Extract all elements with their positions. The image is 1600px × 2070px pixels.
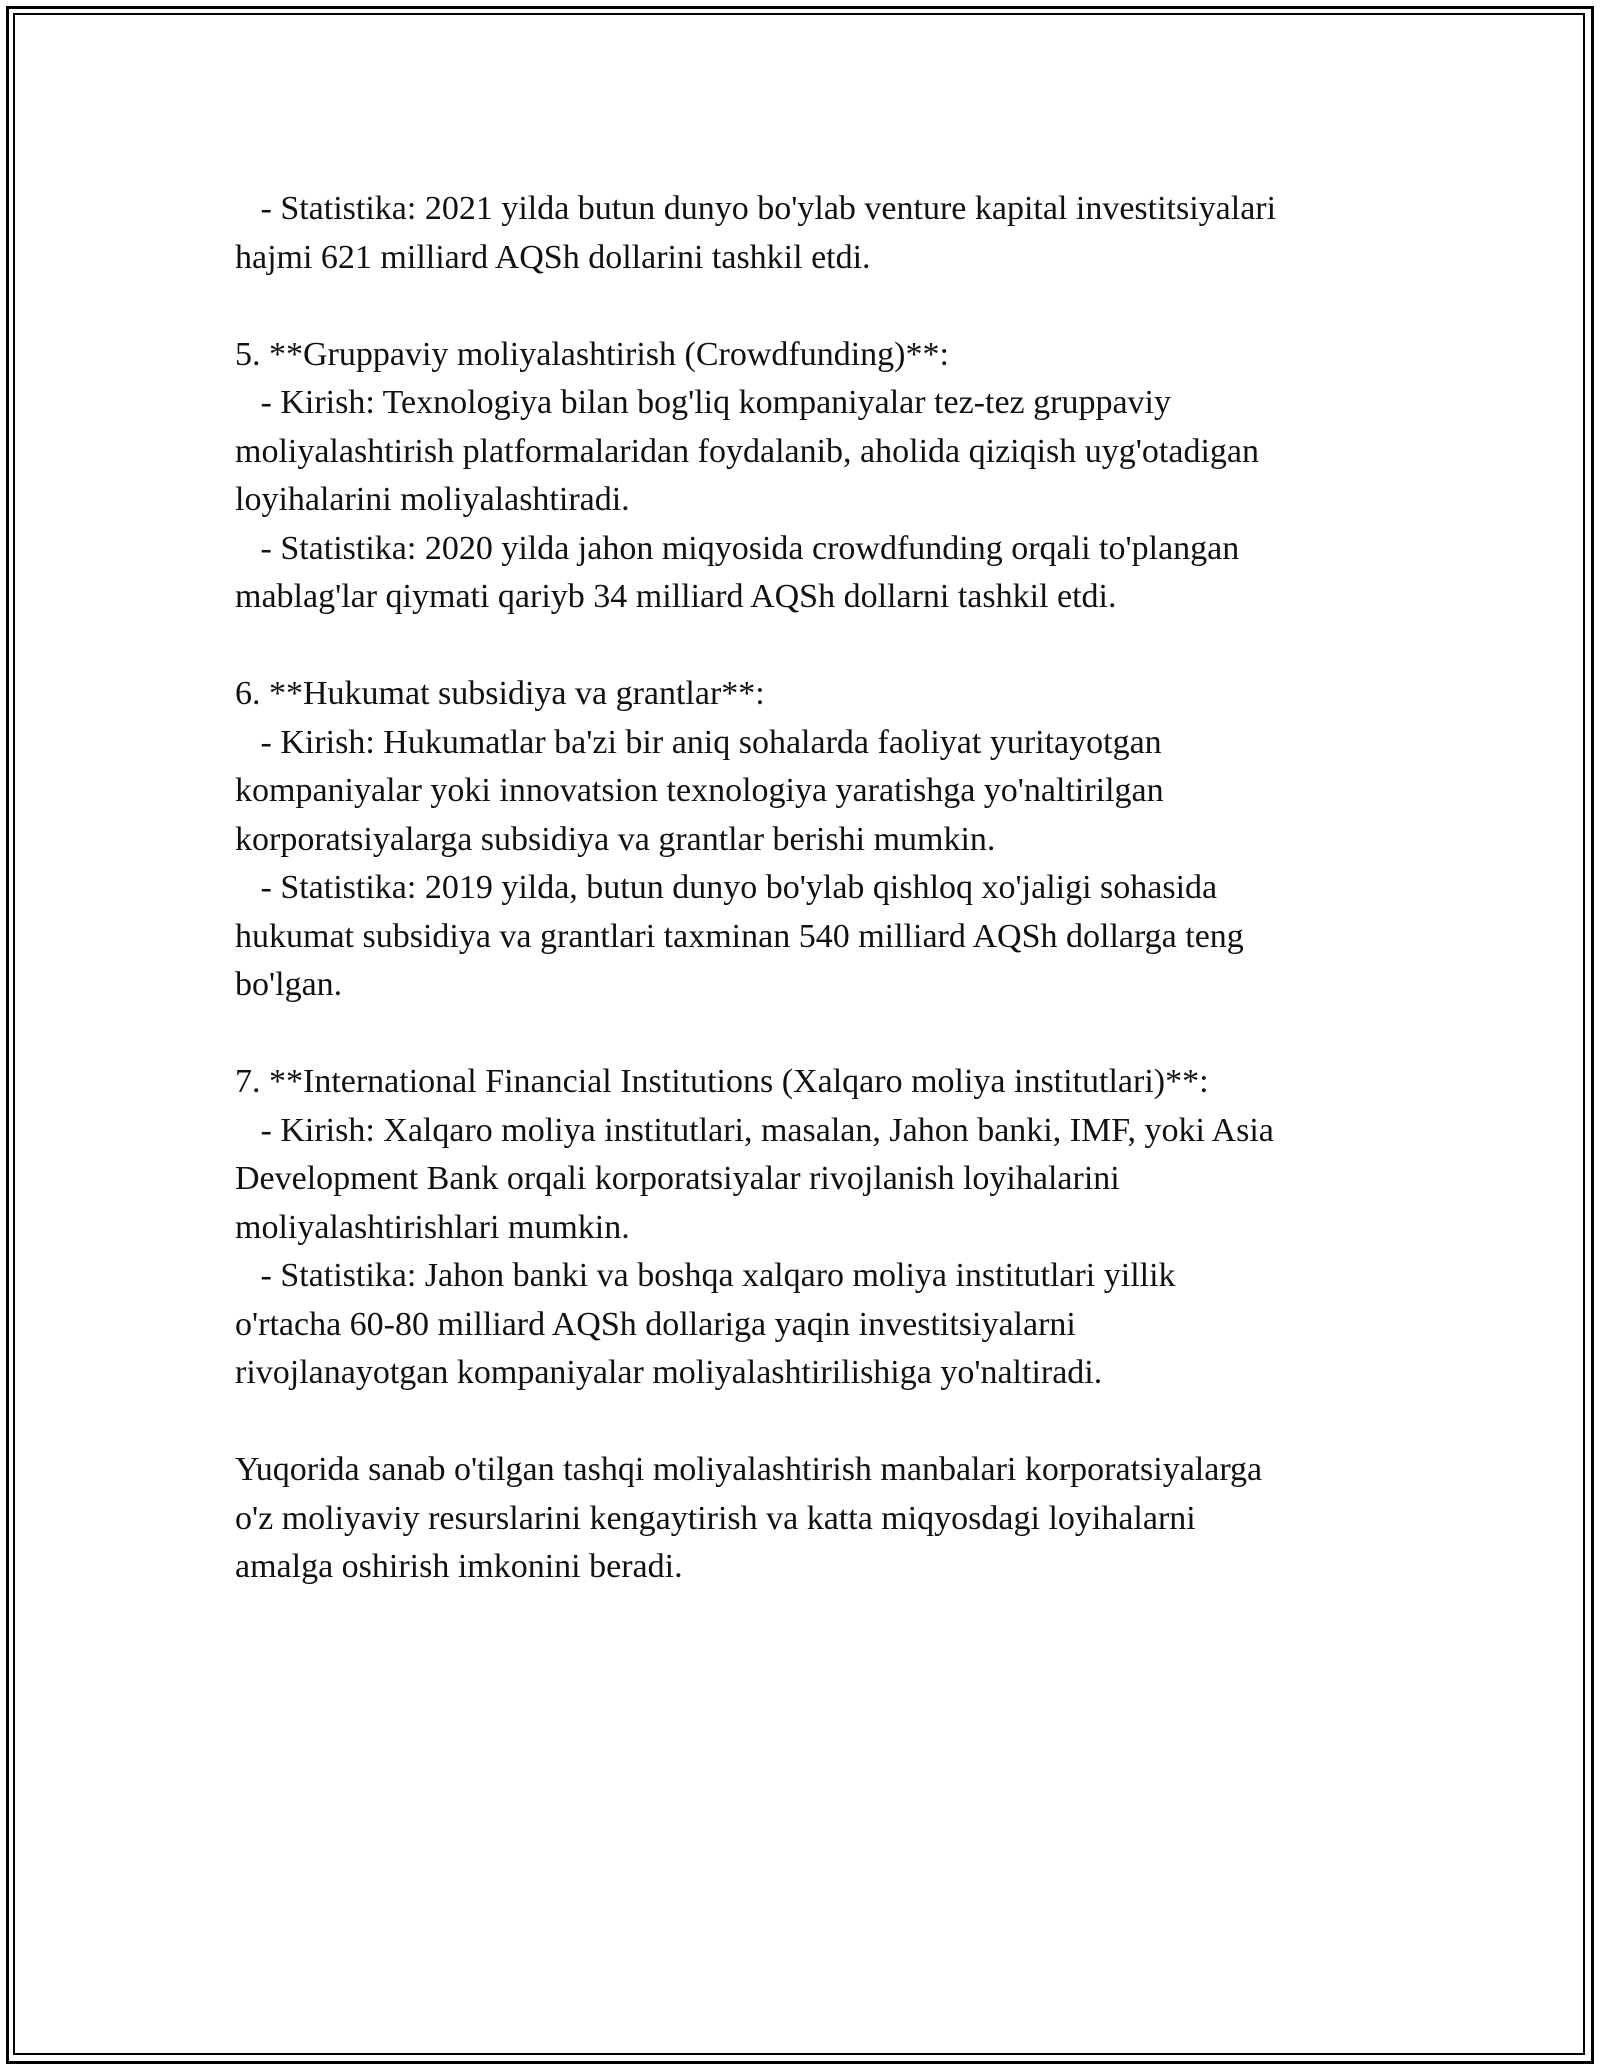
text-line: Yuqorida sanab o'tilgan tashqi moliyalashtirish manbalari korporatsiyalarga (235, 1451, 1263, 1488)
text-line: - Kirish: Xalqaro moliya institutlari, masalan, Jahon banki, IMF, yoki Asia (235, 1111, 1274, 1149)
text-line: loyihalarini moliyalashtiradi. (235, 481, 630, 518)
paragraph-gap (235, 1398, 1395, 1447)
text-line: o'z moliyaviy resurslarini kengaytirish va katta miqyosdagi loyihalarni (235, 1499, 1196, 1537)
text-line: mablag'lar qiymati qariyb 34 milliard AQSh dollarni tashkil etdi. (235, 578, 1117, 615)
paragraph-gap (235, 1010, 1395, 1059)
text-line: rivojlanayotgan kompaniyalar moliyalashtirilishiga yo'naltiradi. (235, 1354, 1103, 1391)
text-line: hajmi 621 milliard AQSh dollarini tashkil etdi. (235, 238, 871, 276)
text-line: moliyalashtirish platformalaridan foydalanib, aholida qiziqish uyg'otadigan (235, 432, 1259, 470)
paragraph-conclusion (235, 1446, 1395, 1592)
text-line: hukumat subsidiya va grantlari taxminan 540 milliard AQSh dollarga teng (235, 917, 1244, 955)
text-line: bo'lgan. (235, 966, 343, 1003)
text-line: amalga oshirish imkonini beradi. (235, 1548, 683, 1585)
section-heading: 6. **Hukumat subsidiya va grantlar**: (235, 675, 765, 712)
text-line: korporatsiyalarga subsidiya va grantlar berishi mumkin. (235, 820, 996, 858)
text-line: - Statistika: 2021 yilda butun dunyo bo'ylab venture kapital investitsiyalari (235, 190, 1277, 227)
section-government-subsidies (235, 670, 1395, 1010)
text-line: - Statistika: Jahon banki va boshqa xalqaro moliya institutlari yillik (235, 1257, 1176, 1294)
paragraph-venture-capital-statistic (235, 185, 1395, 282)
section-crowdfunding (235, 331, 1395, 622)
paragraph-gap (235, 282, 1395, 331)
text-line: - Statistika: 2020 yilda jahon miqyosida crowdfunding orqali to'plangan (235, 529, 1240, 567)
section-heading: 5. **Gruppaviy moliyalashtirish (Crowdfunding)**: (235, 335, 949, 373)
section-international-financial-institutions (235, 1058, 1395, 1398)
section-heading: 7. **International Financial Institutions (Xalqaro moliya institutlari)**: (235, 1063, 1209, 1100)
text-line: - Kirish: Texnologiya bilan bog'liq kompaniyalar tez-tez gruppaviy (235, 384, 1171, 421)
paragraph-gap (235, 622, 1395, 671)
document-body (235, 185, 1395, 1592)
text-line: moliyalashtirishlari mumkin. (235, 1208, 630, 1246)
text-line: o'rtacha 60-80 milliard AQSh dollariga yaqin investitsiyalarni (235, 1305, 1076, 1343)
text-line: - Kirish: Hukumatlar ba'zi bir aniq sohalarda faoliyat yuritayotgan (235, 723, 1162, 761)
text-line: Development Bank orqali korporatsiyalar rivojlanish loyihalarini (235, 1160, 1120, 1197)
text-line: kompaniyalar yoki innovatsion texnologiya yaratishga yo'naltirilgan (235, 772, 1164, 809)
text-line: - Statistika: 2019 yilda, butun dunyo bo'ylab qishloq xo'jaligi sohasida (235, 869, 1218, 906)
